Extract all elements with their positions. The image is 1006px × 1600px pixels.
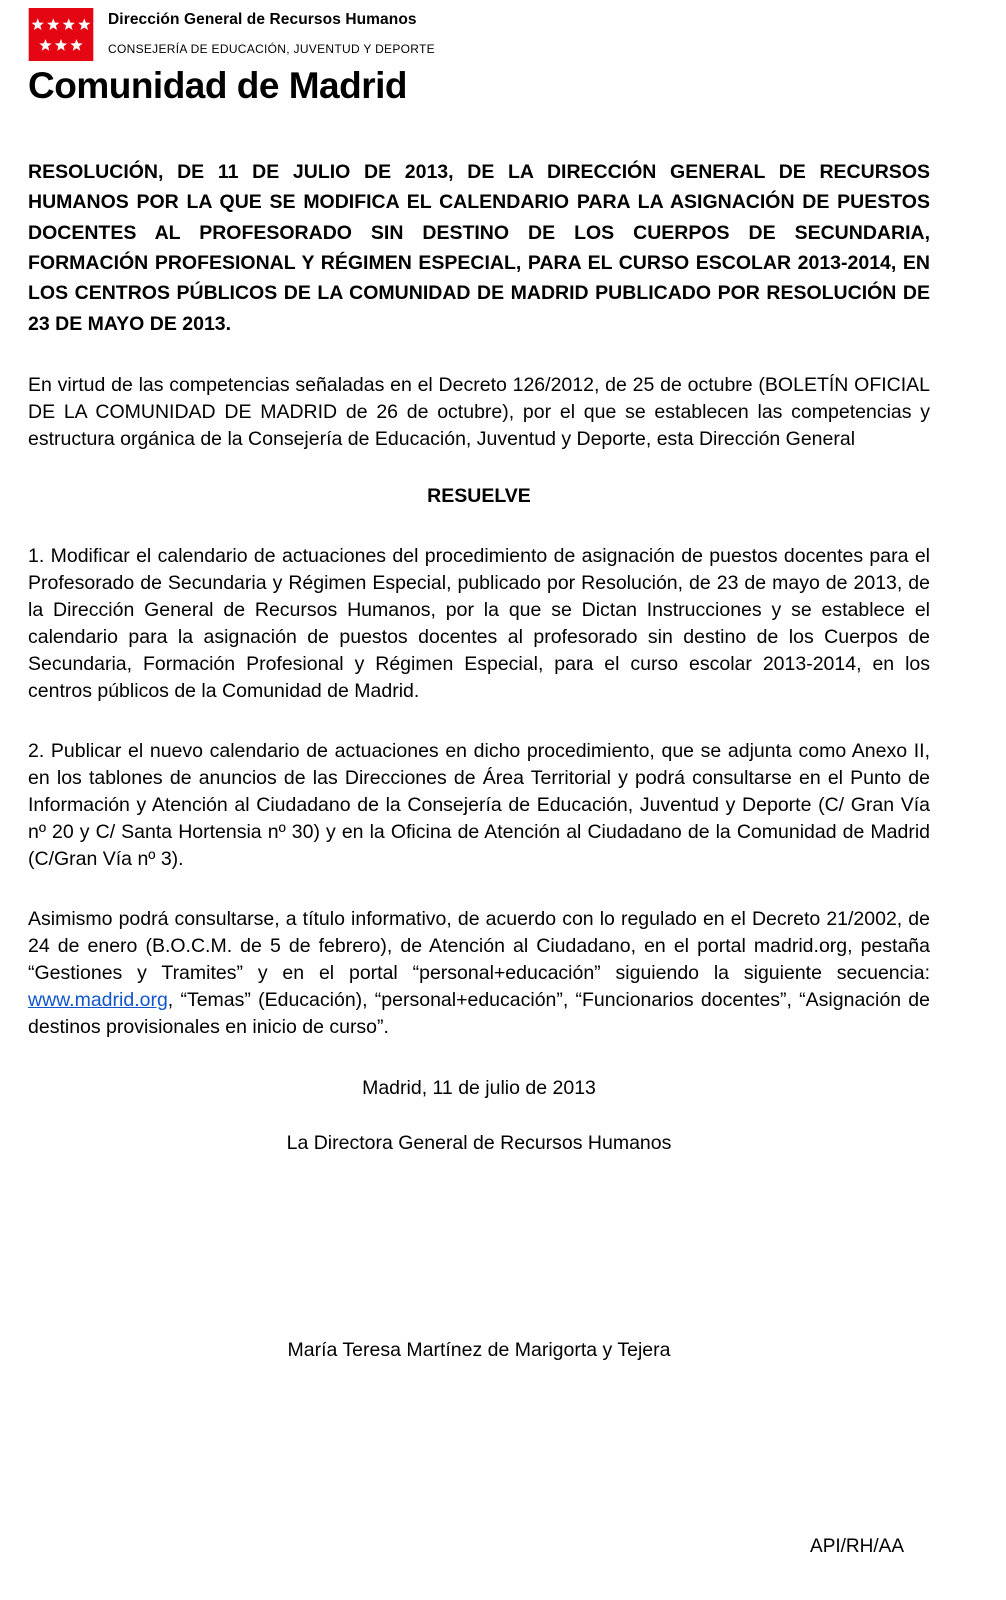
org-name: Dirección General de Recursos Humanos [108, 11, 417, 28]
resuelve-heading: RESUELVE [427, 485, 531, 508]
org-text-block [108, 8, 435, 61]
header-top-row [28, 8, 930, 61]
paragraph-item-3 [28, 906, 930, 1041]
org-department: CONSEJERÍA DE EDUCACIÓN, JUVENTUD Y DEPORTE [108, 42, 435, 56]
paragraph-3-text-after: , “Temas” (Educación), “personal+educación”, “Funcionarios docentes”, “Asignación de destinos provisionales en inicio de curso”. [28, 989, 930, 1039]
signer-name: María Teresa Martínez de Marigorta y Tejera [287, 1339, 671, 1362]
resolution-title: RESOLUCIÓN, DE 11 DE JULIO DE 2013, DE LA DIRECCIÓN GENERAL DE RECURSOS HUMANOS POR LA QUE SE MODIFICA EL CALENDARIO PARA LA ASIGNACIÓN DE PUESTOS DOCENTES AL PROFESORADO SIN DESTINO DE LOS CUERPOS DE SECUNDARIA, FORMACIÓN PROFESIONAL Y RÉGIMEN ESPECIAL, PARA EL CURSO ESCOLAR 2013-2014, EN LOS CENTROS PÚBLICOS DE LA COMUNIDAD DE MADRID PUBLICADO POR RESOLUCIÓN DE 23 DE MAYO DE 2013. [28, 160, 930, 335]
date-line: Madrid, 11 de julio de 2013 [362, 1077, 596, 1100]
signer-title: La Directora General de Recursos Humanos [286, 1132, 672, 1155]
paragraph-item-1: 1. Modificar el calendario de actuaciones del procedimiento de asignación de puestos docentes para el Profesorado de Secundaria y Régimen Especial, publicado por Resolución, de 23 de mayo de 2013, de la Dirección General de Recursos Humanos, por la que se Dictan Instrucciones y se establece el calendario para la asignación de puestos docentes al profesorado sin destino de los Cuerpos de Secundaria, Formación Profesional y Régimen Especial, para el curso escolar 2013-2014, en los centros públicos de la Comunidad de Madrid. [28, 545, 930, 703]
paragraph-3-text-before: Asimismo podrá consultarse, a título informativo, de acuerdo con lo regulado en el Decreto 21/2002, de 24 de enero (B.O.C.M. de 5 de febrero), de Atención al Ciudadano, en el portal madrid.org, pestaña “Gestiones y Tramites” y en el portal “personal+educación” siguiendo la siguiente secuencia: [28, 908, 930, 985]
madrid-org-link[interactable]: www.madrid.org [28, 989, 168, 1012]
paragraph-item-2: 2. Publicar el nuevo calendario de actuaciones en dicho procedimiento, que se adjunta como Anexo II, en los tablones de anuncios de las Direcciones de Área Territorial y podrá consultarse en el Punto de Información y Atención al Ciudadano de la Consejería de Educación, Juventud y Deporte (C/ Gran Vía nº 20 y C/ Santa Hortensia nº 30) y en la Oficina de Atención al Ciudadano de la Comunidad de Madrid (C/Gran Vía nº 3). [28, 740, 930, 871]
brand-title: Comunidad de Madrid [28, 65, 407, 106]
madrid-flag-logo [28, 8, 94, 61]
reference-code: API/RH/AA [810, 1536, 904, 1557]
document-body [28, 157, 930, 1364]
document-header [28, 8, 930, 107]
paragraph-intro: En virtud de las competencias señaladas en el Decreto 126/2012, de 25 de octubre (BOLETÍN OFICIAL DE LA COMUNIDAD DE MADRID de 26 de octubre), por el que se establecen las competencias y estructura orgánica de la Consejería de Educación, Juventud y Deporte, esta Dirección General [28, 374, 930, 451]
